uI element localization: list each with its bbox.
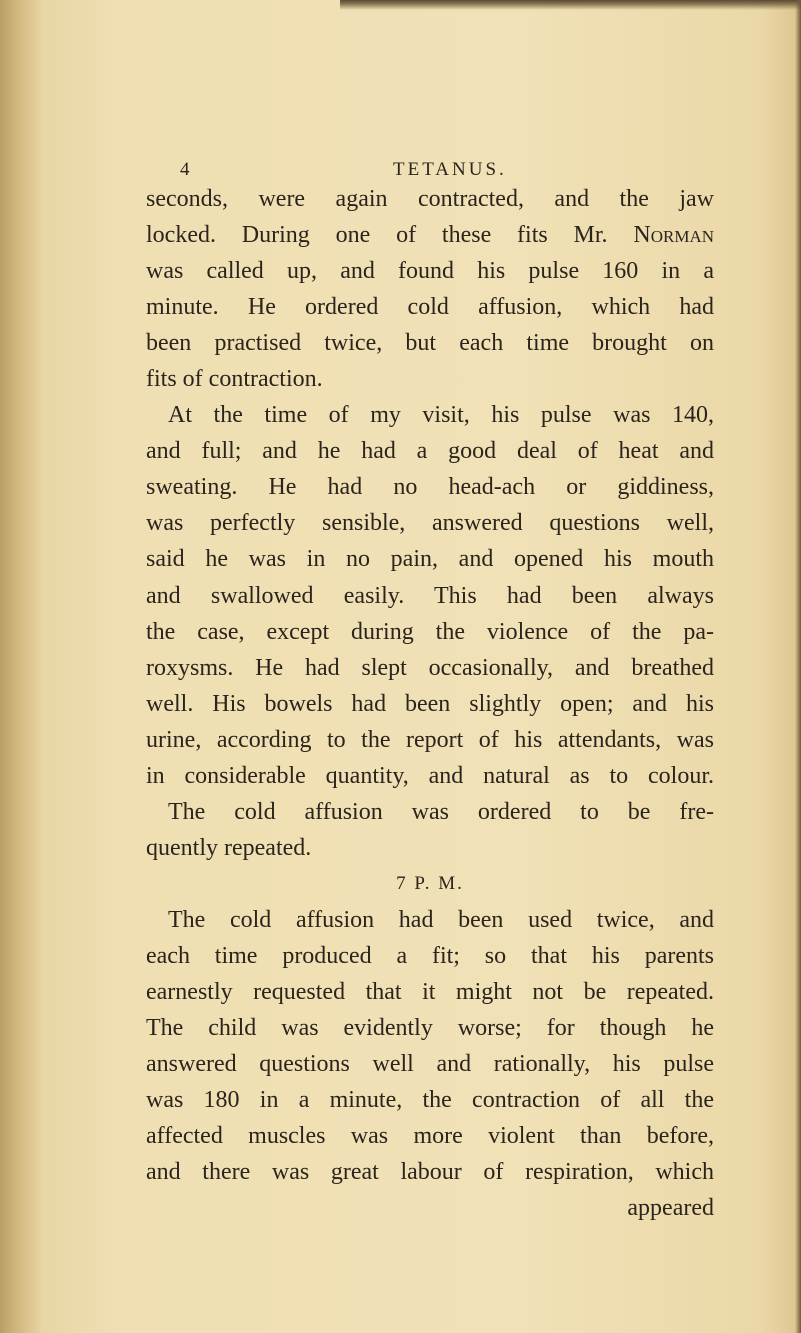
time-heading: 7 P. M. (396, 872, 464, 894)
text-line: urine, according to the report of his attendants, was (146, 726, 714, 753)
text-line: and there was great labour of respiration, which (146, 1159, 714, 1186)
text-line: sweating. He had no head-ach or giddiness, (146, 474, 714, 501)
text-line: affected muscles was more violent than before, (146, 1123, 714, 1150)
page-number: 4 (180, 159, 190, 180)
catchword: appeared (627, 1195, 714, 1222)
running-title: TETANUS. (393, 159, 507, 180)
text-line: and full; and he had a good deal of heat and (146, 438, 714, 465)
text-line: the case, except during the violence of the pa- (146, 618, 714, 645)
text-line: was perfectly sensible, answered questions well, (146, 510, 714, 537)
person-name: Norman (633, 222, 714, 249)
text-line: been practised twice, but each time brought on (146, 330, 714, 357)
text-line: was called up, and found his pulse 160 in a (146, 258, 714, 285)
text-line: At the time of my visit, his pulse was 140, (168, 402, 714, 429)
text-line: and swallowed easily. This had been always (146, 582, 714, 609)
text-line: seconds, were again contracted, and the jaw (146, 186, 714, 212)
text-line: minute. He ordered cold affusion, which had (146, 294, 714, 321)
text-line: The cold affusion was ordered to be fre- (168, 798, 714, 825)
text-line: The cold affusion had been used twice, and (168, 906, 714, 933)
text-line: each time produced a fit; so that his parents (146, 942, 714, 969)
body-text (146, 181, 714, 1226)
text-line: quently repeated. (146, 834, 312, 861)
text-line: answered questions well and rationally, his pulse (146, 1051, 714, 1078)
text-line: earnestly requested that it might not be repeated. (146, 979, 714, 1006)
text-line: roxysms. He had slept occasionally, and breathed (146, 654, 714, 681)
text-line: was 180 in a minute, the contraction of all the (146, 1087, 714, 1114)
text-line-part: locked. During one of these fits Mr. (146, 222, 634, 249)
text-line: well. His bowels had been slightly open; and his (146, 690, 714, 717)
text-line: fits of contraction. (146, 366, 323, 393)
binding-gutter (0, 0, 42, 1333)
right-edge-shadow (795, 0, 801, 1333)
top-edge-shadow (340, 0, 801, 10)
text-line (146, 217, 714, 253)
text-line: in considerable quantity, and natural as to colour. (146, 762, 714, 789)
text-line: said he was in no pain, and opened his mouth (146, 546, 714, 573)
text-line: The child was evidently worse; for though he (146, 1015, 714, 1042)
